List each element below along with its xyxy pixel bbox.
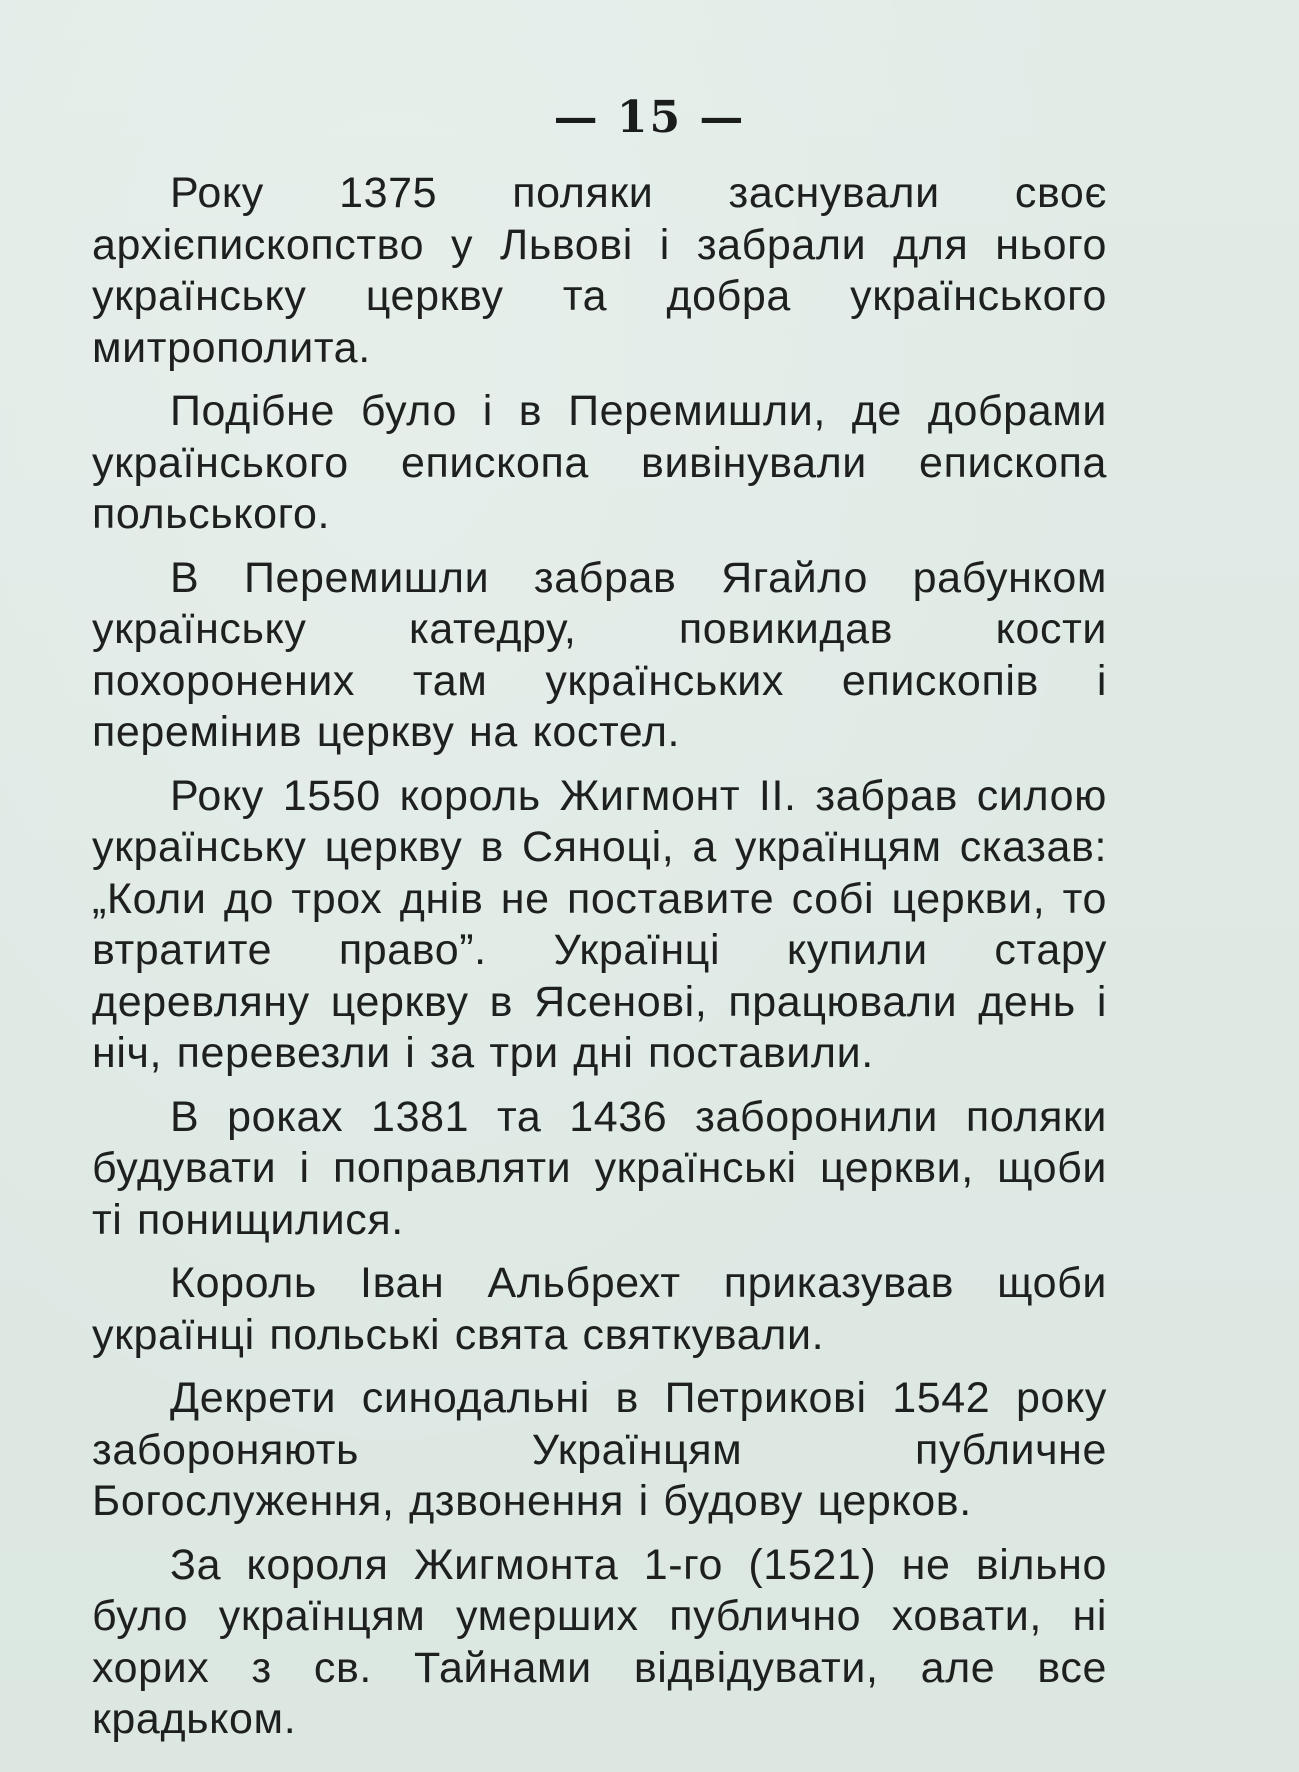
- text-body: [92, 168, 1107, 1758]
- paragraph: Подібне було і в Перемишли, де добрами українського епископа вивінували епископа польського.: [92, 387, 1107, 538]
- paragraph: Року 1375 поляки заснували своє архієпископство у Львові і забрали для нього українську церкву та добра українського митрополита.: [92, 169, 1107, 372]
- paragraph: За короля Жигмонта 1-го (1521) не вільно було українцям умерших публично ховати, ні хорих з св. Тайнами відвідувати, але все крадьком.: [92, 1540, 1107, 1743]
- paragraph: Декрети синодальні в Петрикові 1542 року забороняють Українцям публичне Богослуження, дзвонення і будову церков.: [92, 1374, 1107, 1525]
- paragraph: В Перемишли забрав Ягайло рабунком українську катедру, повикидав кости похоронених там українських епископів і перемінив церкву на костел.: [92, 553, 1107, 756]
- page-number: — 15 —: [553, 92, 746, 143]
- paragraph: Король Іван Альбрехт приказував щоби українці польські свята святкували.: [92, 1259, 1107, 1359]
- paragraph: В роках 1381 та 1436 заборонили поляки будувати і поправляти українські церкви, щоби ті понищилися.: [92, 1092, 1107, 1244]
- paragraph: Року 1550 король Жигмонт II. забрав силою українську церкву в Сяноці, а українцям сказав: „Коли до трох днів не поставите собі церкви, то втратите право”. Українці купили стару деревляну церкву в Ясенові, працювали день і ніч, перевезли і за три дні поставили.: [92, 771, 1107, 1077]
